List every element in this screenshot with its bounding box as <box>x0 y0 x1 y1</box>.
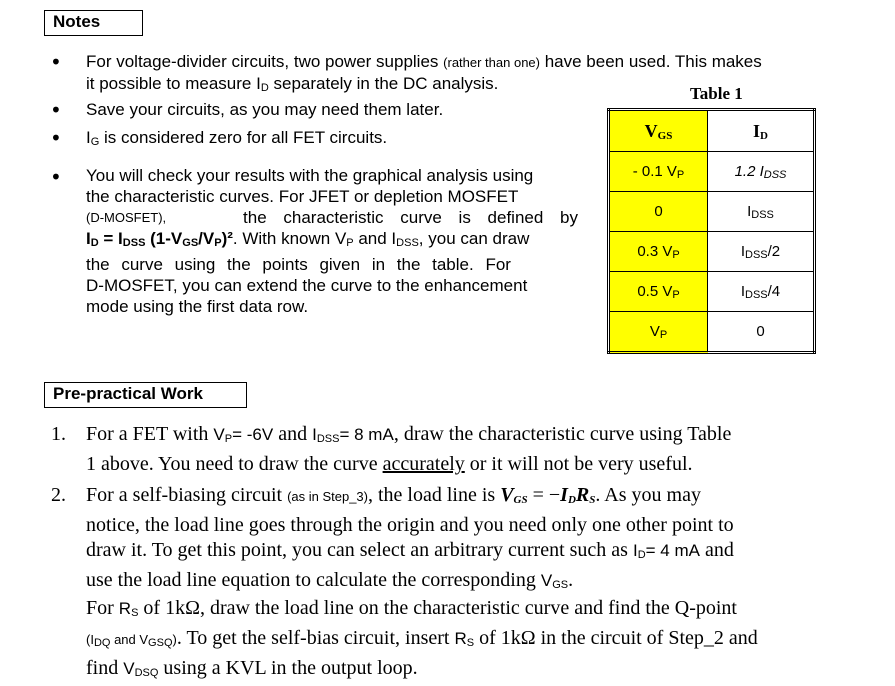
prepractical-rs-paragraph <box>86 596 816 686</box>
note-text: the characteristic curve is defined by <box>243 208 578 227</box>
header-id: $I_D$ <box>708 110 815 152</box>
note-line: D-MOSFET, you can extend the curve to the enhancement <box>86 276 528 295</box>
note-graphical-analysis <box>86 165 578 317</box>
subscript: D <box>260 82 269 94</box>
cell-vgs: 0 <box>609 192 708 232</box>
subscript: G <box>90 136 100 148</box>
note-text: . With known $V_P$ and $I_{DSS}$, you can draw <box>232 229 530 249</box>
table-row <box>609 272 815 312</box>
drain-current-equation: $I_D = I_{DSS}$ $(1-V_{GS}/V_P)^2$ <box>86 229 233 249</box>
cell-id: $I_{DSS}$ <box>708 192 815 232</box>
cell-vgs: - 0.1 $V_P$ <box>609 152 708 192</box>
note-text: separately in the DC analysis. <box>268 74 499 93</box>
cell-vgs: 0.5 $V_P$ <box>609 272 708 312</box>
table-1 <box>607 108 816 354</box>
bullet-dot: • <box>50 98 62 122</box>
note-small-text: (rather than one) <box>443 55 540 70</box>
cell-id: $I_{DSS}/4$ <box>708 272 815 312</box>
note-line: mode using the first data row. <box>86 297 309 316</box>
note-text: is considered zero for all FET circuits. <box>99 128 388 147</box>
table-row <box>609 152 815 192</box>
cell-id: 0 <box>708 312 815 353</box>
paragraph-line: find $V_{DSQ}$ using a KVL in the output loop. <box>86 657 418 679</box>
paragraph-line: notice, the load line goes through the origin and you need only one other point to <box>86 514 734 536</box>
paragraph-line: draw it. To get this point, you can select an arbitrary current such as $I_D= 4$ mA and <box>86 539 734 561</box>
note-small-text: (D-MOSFET), <box>86 210 167 225</box>
note-line: the curve using the points given in the table. For <box>86 255 511 274</box>
prepractical-title: Pre-practical Work <box>44 382 247 408</box>
note-line: the characteristic curves. For JFET or depletion MOSFET <box>86 187 519 206</box>
note-save-circuits: Save your circuits, as you may need them later. <box>86 100 444 119</box>
item-number: 2. <box>51 484 66 506</box>
note-line <box>86 228 578 254</box>
paragraph-line: For a self-biasing circuit (as in Step_3), the load line is $V_{GS} = -I_DR_S$. As you may <box>86 484 701 506</box>
paragraph-line: ($I_{DQ}$ and $V_{GSQ}$). To get the self-bias circuit, insert $R_S$ of 1kΩ in the circuit of Step_2 and <box>86 627 758 649</box>
cell-vgs: 0.3 $V_P$ <box>609 232 708 272</box>
paragraph-line: For $R_S$ of 1kΩ, draw the load line on the characteristic curve and find the Q-point <box>86 597 737 619</box>
note-text: I <box>86 128 91 147</box>
item-number: 1. <box>51 423 66 445</box>
note-line <box>86 207 578 228</box>
table-row <box>609 312 815 353</box>
note-ig-zero <box>86 127 387 153</box>
paragraph-line: use the load line equation to calculate the corresponding $V_{GS}$. <box>86 569 574 591</box>
note-text: it possible to measure I <box>86 74 261 93</box>
table-header-row <box>609 110 815 152</box>
header-vgs: $V_{GS}$ <box>609 110 708 152</box>
bullet-dot: • <box>50 50 62 74</box>
cell-id: 1.2 $I_{DSS}$ <box>708 152 815 192</box>
cell-id: $I_{DSS}/2$ <box>708 232 815 272</box>
note-text: For voltage-divider circuits, two power supplies <box>86 52 444 71</box>
bullet-dot: • <box>50 126 62 150</box>
bullet-dot: • <box>50 165 62 189</box>
cell-vgs: $V_P$ <box>609 312 708 353</box>
table-row <box>609 192 815 232</box>
prepractical-item-1 <box>86 422 816 477</box>
table-row <box>609 232 815 272</box>
paragraph-line: 1 above. You need to draw the curve accurately or it will not be very useful. <box>86 453 693 475</box>
prepractical-item-2 <box>86 483 816 598</box>
table-caption: Table 1 <box>690 84 743 103</box>
paragraph-line: For a FET with $V_P= -6V$ and $I_{DSS}= 8$ mA, draw the characteristic curve using Table <box>86 423 732 445</box>
note-line: You will check your results with the graphical analysis using <box>86 166 534 185</box>
note-text: have been used. This makes <box>540 52 762 71</box>
notes-title: Notes <box>44 10 143 36</box>
